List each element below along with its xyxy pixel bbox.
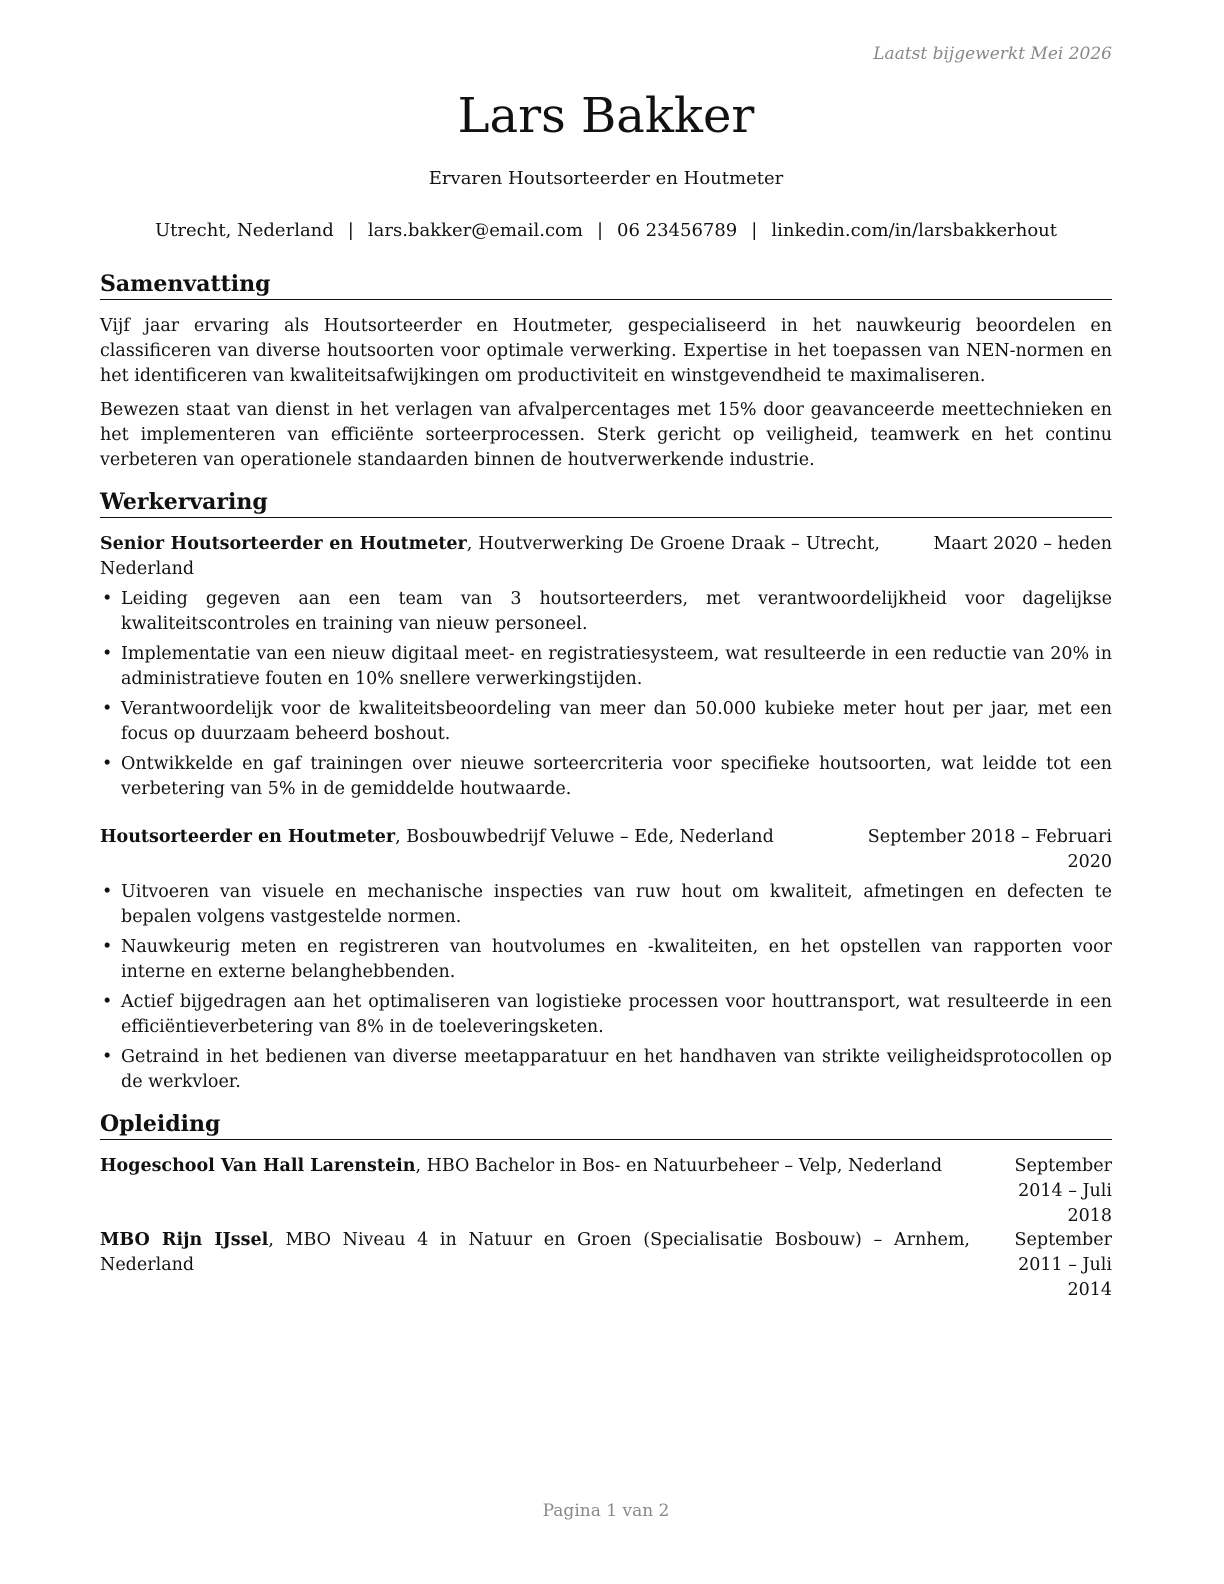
contact-phone[interactable]: 06 23456789 xyxy=(617,220,738,241)
job-dates: September 2018 – Februari 2020 xyxy=(867,827,1112,872)
section-title-summary: Samenvatting xyxy=(100,270,1112,300)
education-dates: September 2011 – Juli 2014 xyxy=(1014,1230,1112,1300)
education-entry xyxy=(100,1228,1112,1300)
bullet-icon: • xyxy=(102,589,113,609)
contact-separator: | xyxy=(347,220,354,241)
job-bullets xyxy=(100,880,1112,1100)
job-employer: , Bosbouwbedrijf Veluwe – Ede, Nederland xyxy=(395,827,774,847)
summary-paragraph: Vijf jaar ervaring als Houtsorteerder en Houtmeter, gespecialiseerd in het nauwkeurig beoordelen en classificeren van diverse houtsoorten voor optimale verwerking. Expertise in het toepassen van NEN-normen en het identificeren van kwaliteitsafwijkingen om productiviteit en winstgevendheid te maximaliseren. xyxy=(100,316,1112,386)
education-entry xyxy=(100,1154,1112,1226)
bullet-icon: • xyxy=(102,1047,113,1067)
list-item: • Implementatie van een nieuw digitaal meet- en registratiesysteem, wat resulteerde in een reductie van 20% in administratieve fouten en 10% snellere verwerkingstijden. xyxy=(102,644,1112,689)
candidate-name: Lars Bakker xyxy=(457,88,755,144)
list-item: • Uitvoeren van visuele en mechanische inspecties van ruw hout om kwaliteit, afmetingen en defecten te bepalen volgens vastgestelde normen. xyxy=(102,882,1112,927)
list-item: • Getraind in het bedienen van diverse meetapparatuur en het handhaven van strikte veiligheidsprotocollen op de werkvloer. xyxy=(102,1047,1112,1092)
job-header xyxy=(100,825,1112,875)
job-title-line xyxy=(100,532,880,582)
job-title-line xyxy=(100,825,840,850)
section-title-experience: Werkervaring xyxy=(100,488,1112,518)
list-item: • Nauwkeurig meten en registreren van houtvolumes en -kwaliteiten, en het opstellen van rapporten voor interne en externe belanghebbenden. xyxy=(102,937,1112,982)
contact-email[interactable]: lars.bakker@email.com xyxy=(367,220,583,241)
resume-page xyxy=(100,0,1112,1584)
contact-linkedin[interactable]: linkedin.com/in/larsbakkerhout xyxy=(771,220,1057,241)
contact-separator: | xyxy=(751,220,758,241)
education-detail: , HBO Bachelor in Bos- en Natuurbeheer – Velp, Nederland xyxy=(415,1156,943,1176)
job-role: Houtsorteerder en Houtmeter xyxy=(100,827,396,847)
job-header xyxy=(100,532,1112,582)
education-school: MBO Rijn IJssel xyxy=(100,1230,269,1250)
list-item: • Ontwikkelde en gaf trainingen over nieuwe sorteercriteria voor specifieke houtsoorten, wat leidde tot een verbetering van 5% in de gemiddelde houtwaarde. xyxy=(102,754,1112,799)
education-school: Hogeschool Van Hall Larenstein xyxy=(100,1156,416,1176)
education-title-line xyxy=(100,1154,970,1179)
list-item: • Leiding gegeven aan een team van 3 houtsorteerders, met verantwoordelijkheid voor dagelijkse kwaliteitscontroles en training van nieuw personeel. xyxy=(102,589,1112,634)
bullet-icon: • xyxy=(102,937,113,957)
bullet-icon: • xyxy=(102,754,113,774)
bullet-icon: • xyxy=(102,644,113,664)
job-bullets xyxy=(100,587,1112,807)
contact-separator: | xyxy=(596,220,604,241)
job-employer: , Houtverwerking De Groene Draak – Utrecht, Nederland xyxy=(100,534,880,579)
education-title-line xyxy=(100,1228,970,1278)
education-dates: September 2014 – Juli 2018 xyxy=(1014,1156,1112,1226)
list-item: • Actief bijgedragen aan het optimaliseren van logistieke processen voor houttransport, wat resulteerde in een efficiëntieverbetering van 8% in de toeleveringsketen. xyxy=(102,992,1112,1037)
education-detail: , MBO Niveau 4 in Natuur en Groen (Specialisatie Bosbouw) – Arnhem, Nederland xyxy=(100,1230,970,1275)
candidate-subtitle: Ervaren Houtsorteerder en Houtmeter xyxy=(428,168,784,189)
list-item: • Verantwoordelijk voor de kwaliteitsbeoordeling van meer dan 50.000 kubieke meter hout per jaar, met een focus op duurzaam beheerd boshout. xyxy=(102,699,1112,744)
summary-paragraph: Bewezen staat van dienst in het verlagen van afvalpercentages met 15% door geavanceerde meettechnieken en het implementeren van efficiënte sorteerprocessen. Sterk gericht op veiligheid, teamwerk en het continu verbeteren van operationele standaarden binnen de houtverwerkende industrie. xyxy=(100,400,1112,470)
last-updated: Laatst bijgewerkt Mei 2026 xyxy=(873,44,1112,64)
section-title-education: Opleiding xyxy=(100,1110,1112,1140)
bullet-icon: • xyxy=(102,992,113,1012)
page-number: Pagina 1 van 2 xyxy=(542,1501,670,1521)
bullet-icon: • xyxy=(102,699,113,719)
job-role: Senior Houtsorteerder en Houtmeter xyxy=(100,534,467,554)
job-dates: Maart 2020 – heden xyxy=(933,534,1112,554)
contact-line xyxy=(100,218,1112,244)
contact-location: Utrecht, Nederland xyxy=(155,220,334,241)
bullet-icon: • xyxy=(102,882,113,902)
